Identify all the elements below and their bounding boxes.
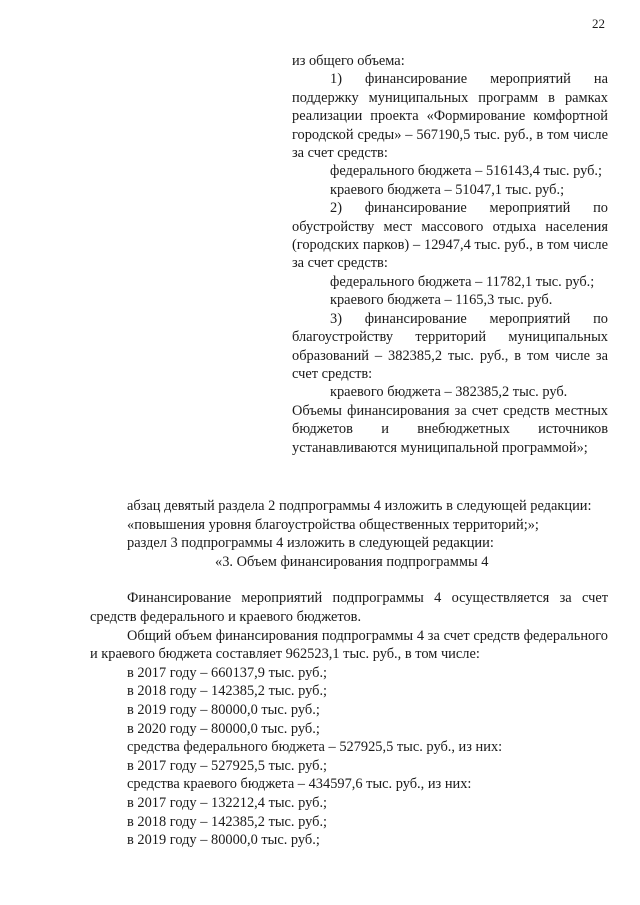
total-financing: Общий объем финансирования подпрограммы 4 за счет средств федерального и краевого бюджета составляет 962523,1 тыс. руб., в том числе: xyxy=(90,627,608,663)
item-2-federal-line: федерального бюджета – 11782,1 тыс. руб.; xyxy=(330,273,595,290)
year-line: в 2019 году – 80000,0 тыс. руб.; xyxy=(127,701,320,718)
item-1-paragraph: 1) финансирование мероприятий на поддержку муниципальных программ в рамках реализации проекта «Формирование комфортной городской среды» – 567190,5 тыс. руб., в том числе за счет средств: xyxy=(292,71,608,162)
year-line: в 2020 году – 80000,0 тыс. руб.; xyxy=(127,720,320,737)
regional-total: средства краевого бюджета – 434597,6 тыс. руб., из них: xyxy=(127,776,472,793)
year-line: в 2017 году – 527925,5 тыс. руб.; xyxy=(127,757,328,774)
local-funding-paragraph: Объемы финансирования за счет средств местных бюджетов и внебюджетных источников устанавливаются муниципальной программой»; xyxy=(292,402,608,456)
item-3-regional-line: краевого бюджета – 382385,2 тыс. руб. xyxy=(330,384,568,401)
item-1-federal-line: федерального бюджета – 516143,4 тыс. руб.; xyxy=(330,163,602,180)
section-instruction: раздел 3 подпрограммы 4 изложить в следующей редакции: xyxy=(127,535,494,552)
year-line: в 2018 году – 142385,2 тыс. руб.; xyxy=(127,813,328,830)
financing-intro: Финансирование мероприятий подпрограммы 4 осуществляется за счет средств федерального и краевого бюджетов. xyxy=(90,590,608,625)
year-line: в 2017 году – 132212,4 тыс. руб.; xyxy=(127,794,328,811)
federal-total: средства федерального бюджета – 527925,5 тыс. руб., из них: xyxy=(127,739,503,756)
year-line: в 2018 году – 142385,2 тыс. руб.; xyxy=(127,683,328,700)
quote-line: «повышения уровня благоустройства общественных территорий;»; xyxy=(127,516,539,533)
item-1-regional-line: краевого бюджета – 51047,1 тыс. руб.; xyxy=(330,181,565,198)
year-line: в 2019 году – 80000,0 тыс. руб.; xyxy=(127,832,320,849)
item-2-paragraph: 2) финансирование мероприятий по обустройству мест массового отдыха населения (городских парков) – 12947,4 тыс. руб., в том числе за счет средств: xyxy=(292,200,608,272)
intro-line: из общего объема: xyxy=(292,53,405,69)
top-text-block xyxy=(292,52,608,457)
section-title: «3. Объем финансирования подпрограммы 4 xyxy=(215,553,489,570)
year-line: в 2017 году – 660137,9 тыс. руб.; xyxy=(127,664,328,681)
page-number: 22 xyxy=(592,16,605,31)
main-text-block xyxy=(90,497,608,850)
item-2-regional-line: краевого бюджета – 1165,3 тыс. руб. xyxy=(330,292,553,309)
abzac-instruction: абзац девятый раздела 2 подпрограммы 4 изложить в следующей редакции: xyxy=(127,498,592,514)
item-3-paragraph: 3) финансирование мероприятий по благоустройству территорий муниципальных образований – 382385,2 тыс. руб., в том числе за счет средств: xyxy=(292,310,608,382)
